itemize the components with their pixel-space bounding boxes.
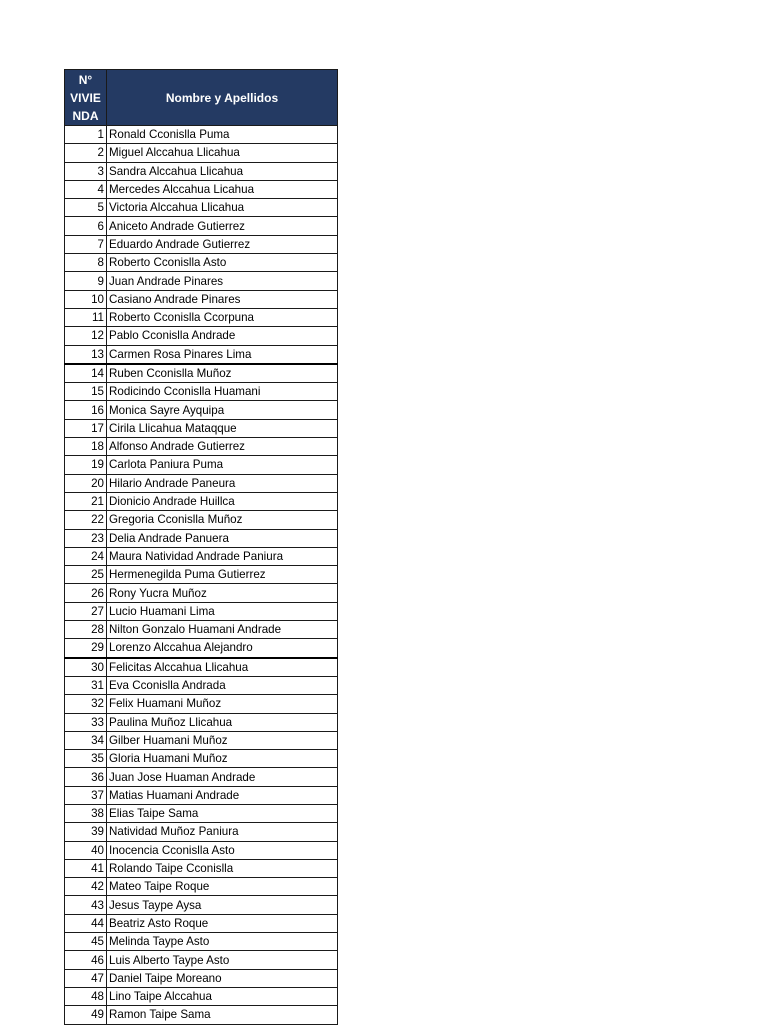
full-name-cell: Aniceto Andrade Gutierrez (107, 217, 338, 235)
table-row (65, 841, 338, 859)
house-number-cell: 37 (65, 786, 107, 804)
table-row (65, 750, 338, 768)
table-row (65, 126, 338, 144)
table-row (65, 529, 338, 547)
house-number-cell: 40 (65, 841, 107, 859)
house-number-cell: 12 (65, 327, 107, 345)
full-name-cell: Roberto Cconislla Asto (107, 254, 338, 272)
full-name-cell: Gilber Huamani Muñoz (107, 731, 338, 749)
table-row (65, 713, 338, 731)
table-row (65, 327, 338, 345)
house-number-cell: 34 (65, 731, 107, 749)
table-row (65, 658, 338, 677)
full-name-cell: Felix Huamani Muñoz (107, 695, 338, 713)
table-row (65, 933, 338, 951)
full-name-cell: Hilario Andrade Paneura (107, 474, 338, 492)
table-row (65, 199, 338, 217)
table-row (65, 383, 338, 401)
full-name-cell: Lucio Huamani Lima (107, 602, 338, 620)
full-name-cell: Monica Sayre Ayquipa (107, 401, 338, 419)
header-house-number (65, 70, 107, 126)
full-name-cell: Carlota Paniura Puma (107, 456, 338, 474)
full-name-cell: Carmen Rosa Pinares Lima (107, 345, 338, 364)
table-row (65, 951, 338, 969)
table-row (65, 878, 338, 896)
table-row (65, 804, 338, 822)
full-name-cell: Victoria Alccahua Llicahua (107, 199, 338, 217)
table-row (65, 474, 338, 492)
full-name-cell: Mateo Taipe Roque (107, 878, 338, 896)
house-number-cell: 10 (65, 290, 107, 308)
full-name-cell: Rolando Taipe Cconislla (107, 859, 338, 877)
full-name-cell: Maura Natividad Andrade Paniura (107, 547, 338, 565)
house-number-cell: 16 (65, 401, 107, 419)
house-number-cell: 29 (65, 639, 107, 658)
full-name-cell: Alfonso Andrade Gutierrez (107, 438, 338, 456)
table-row (65, 1006, 338, 1024)
house-number-cell: 11 (65, 308, 107, 326)
full-name-cell: Dionicio Andrade Huillca (107, 492, 338, 510)
house-number-cell: 33 (65, 713, 107, 731)
full-name-cell: Beatriz Asto Roque (107, 914, 338, 932)
house-number-cell: 23 (65, 529, 107, 547)
full-name-cell: Elias Taipe Sama (107, 804, 338, 822)
house-number-cell: 24 (65, 547, 107, 565)
full-name-cell: Nilton Gonzalo Huamani Andrade (107, 621, 338, 639)
header-num-line3: NDA (72, 108, 99, 123)
table-row (65, 676, 338, 694)
house-number-cell: 2 (65, 144, 107, 162)
full-name-cell: Pablo Cconislla Andrade (107, 327, 338, 345)
house-number-cell: 6 (65, 217, 107, 235)
house-number-cell: 18 (65, 438, 107, 456)
table-row (65, 235, 338, 253)
house-number-cell: 22 (65, 511, 107, 529)
full-name-cell: Eva Cconislla Andrada (107, 676, 338, 694)
table-row (65, 511, 338, 529)
house-number-cell: 3 (65, 162, 107, 180)
house-number-cell: 13 (65, 345, 107, 364)
house-number-cell: 19 (65, 456, 107, 474)
house-number-cell: 46 (65, 951, 107, 969)
header-num-line1: N° (78, 72, 93, 87)
full-name-cell: Ruben Cconislla Muñoz (107, 364, 338, 383)
house-number-cell: 14 (65, 364, 107, 383)
house-number-cell: 48 (65, 987, 107, 1005)
full-name-cell: Daniel Taipe Moreano (107, 969, 338, 987)
full-name-cell: Paulina Muñoz Llicahua (107, 713, 338, 731)
house-number-cell: 15 (65, 383, 107, 401)
header-full-name: Nombre y Apellidos (107, 70, 338, 126)
house-number-cell: 45 (65, 933, 107, 951)
full-name-cell: Rony Yucra Muñoz (107, 584, 338, 602)
table-row (65, 254, 338, 272)
table-row (65, 308, 338, 326)
full-name-cell: Ronald Cconislla Puma (107, 126, 338, 144)
full-name-cell: Matias Huamani Andrade (107, 786, 338, 804)
house-number-cell: 44 (65, 914, 107, 932)
table-row (65, 969, 338, 987)
table-row (65, 987, 338, 1005)
house-number-cell: 38 (65, 804, 107, 822)
table-row (65, 401, 338, 419)
table-row (65, 144, 338, 162)
house-number-cell: 41 (65, 859, 107, 877)
residents-table (64, 69, 338, 1025)
house-number-cell: 43 (65, 896, 107, 914)
table-row (65, 419, 338, 437)
table-row (65, 456, 338, 474)
table-row (65, 639, 338, 658)
table-row (65, 731, 338, 749)
full-name-cell: Jesus Taype Aysa (107, 896, 338, 914)
house-number-cell: 1 (65, 126, 107, 144)
house-number-cell: 21 (65, 492, 107, 510)
house-number-cell: 39 (65, 823, 107, 841)
table-row (65, 345, 338, 364)
house-number-cell: 31 (65, 676, 107, 694)
house-number-cell: 42 (65, 878, 107, 896)
house-number-cell: 7 (65, 235, 107, 253)
header-num-line2: VIVIE (70, 90, 101, 105)
house-number-cell: 20 (65, 474, 107, 492)
house-number-cell: 27 (65, 602, 107, 620)
table-row (65, 859, 338, 877)
full-name-cell: Luis Alberto Taype Asto (107, 951, 338, 969)
full-name-cell: Hermenegilda Puma Gutierrez (107, 566, 338, 584)
table-row (65, 621, 338, 639)
table-row (65, 438, 338, 456)
table-body (65, 126, 338, 1025)
house-number-cell: 30 (65, 658, 107, 677)
full-name-cell: Melinda Taype Asto (107, 933, 338, 951)
table-row (65, 823, 338, 841)
table-row (65, 217, 338, 235)
house-number-cell: 8 (65, 254, 107, 272)
full-name-cell: Lorenzo Alccahua Alejandro (107, 639, 338, 658)
full-name-cell: Juan Jose Huaman Andrade (107, 768, 338, 786)
full-name-cell: Natividad Muñoz Paniura (107, 823, 338, 841)
header-row (65, 70, 338, 126)
house-number-cell: 28 (65, 621, 107, 639)
table-row (65, 180, 338, 198)
full-name-cell: Cirila Llicahua Mataqque (107, 419, 338, 437)
table-row (65, 492, 338, 510)
full-name-cell: Eduardo Andrade Gutierrez (107, 235, 338, 253)
table-row (65, 364, 338, 383)
house-number-cell: 25 (65, 566, 107, 584)
full-name-cell: Casiano Andrade Pinares (107, 290, 338, 308)
house-number-cell: 4 (65, 180, 107, 198)
house-number-cell: 9 (65, 272, 107, 290)
full-name-cell: Rodicindo Cconislla Huamani (107, 383, 338, 401)
table-row (65, 272, 338, 290)
house-number-cell: 5 (65, 199, 107, 217)
house-number-cell: 32 (65, 695, 107, 713)
full-name-cell: Felicitas Alccahua Llicahua (107, 658, 338, 677)
full-name-cell: Miguel Alccahua Llicahua (107, 144, 338, 162)
full-name-cell: Roberto Cconislla Ccorpuna (107, 308, 338, 326)
full-name-cell: Mercedes Alccahua Licahua (107, 180, 338, 198)
full-name-cell: Sandra Alccahua Llicahua (107, 162, 338, 180)
house-number-cell: 49 (65, 1006, 107, 1024)
full-name-cell: Lino Taipe Alccahua (107, 987, 338, 1005)
full-name-cell: Gregoria Cconislla Muñoz (107, 511, 338, 529)
full-name-cell: Ramon Taipe Sama (107, 1006, 338, 1024)
table-row (65, 162, 338, 180)
table-row (65, 896, 338, 914)
house-number-cell: 36 (65, 768, 107, 786)
full-name-cell: Juan Andrade Pinares (107, 272, 338, 290)
table-row (65, 914, 338, 932)
table-row (65, 602, 338, 620)
table-row (65, 547, 338, 565)
full-name-cell: Gloria Huamani Muñoz (107, 750, 338, 768)
table-row (65, 290, 338, 308)
table-row (65, 768, 338, 786)
house-number-cell: 35 (65, 750, 107, 768)
table-row (65, 566, 338, 584)
table-row (65, 695, 338, 713)
full-name-cell: Delia Andrade Panuera (107, 529, 338, 547)
table-row (65, 786, 338, 804)
house-number-cell: 47 (65, 969, 107, 987)
house-number-cell: 17 (65, 419, 107, 437)
table-row (65, 584, 338, 602)
house-number-cell: 26 (65, 584, 107, 602)
full-name-cell: Inocencia Cconislla Asto (107, 841, 338, 859)
